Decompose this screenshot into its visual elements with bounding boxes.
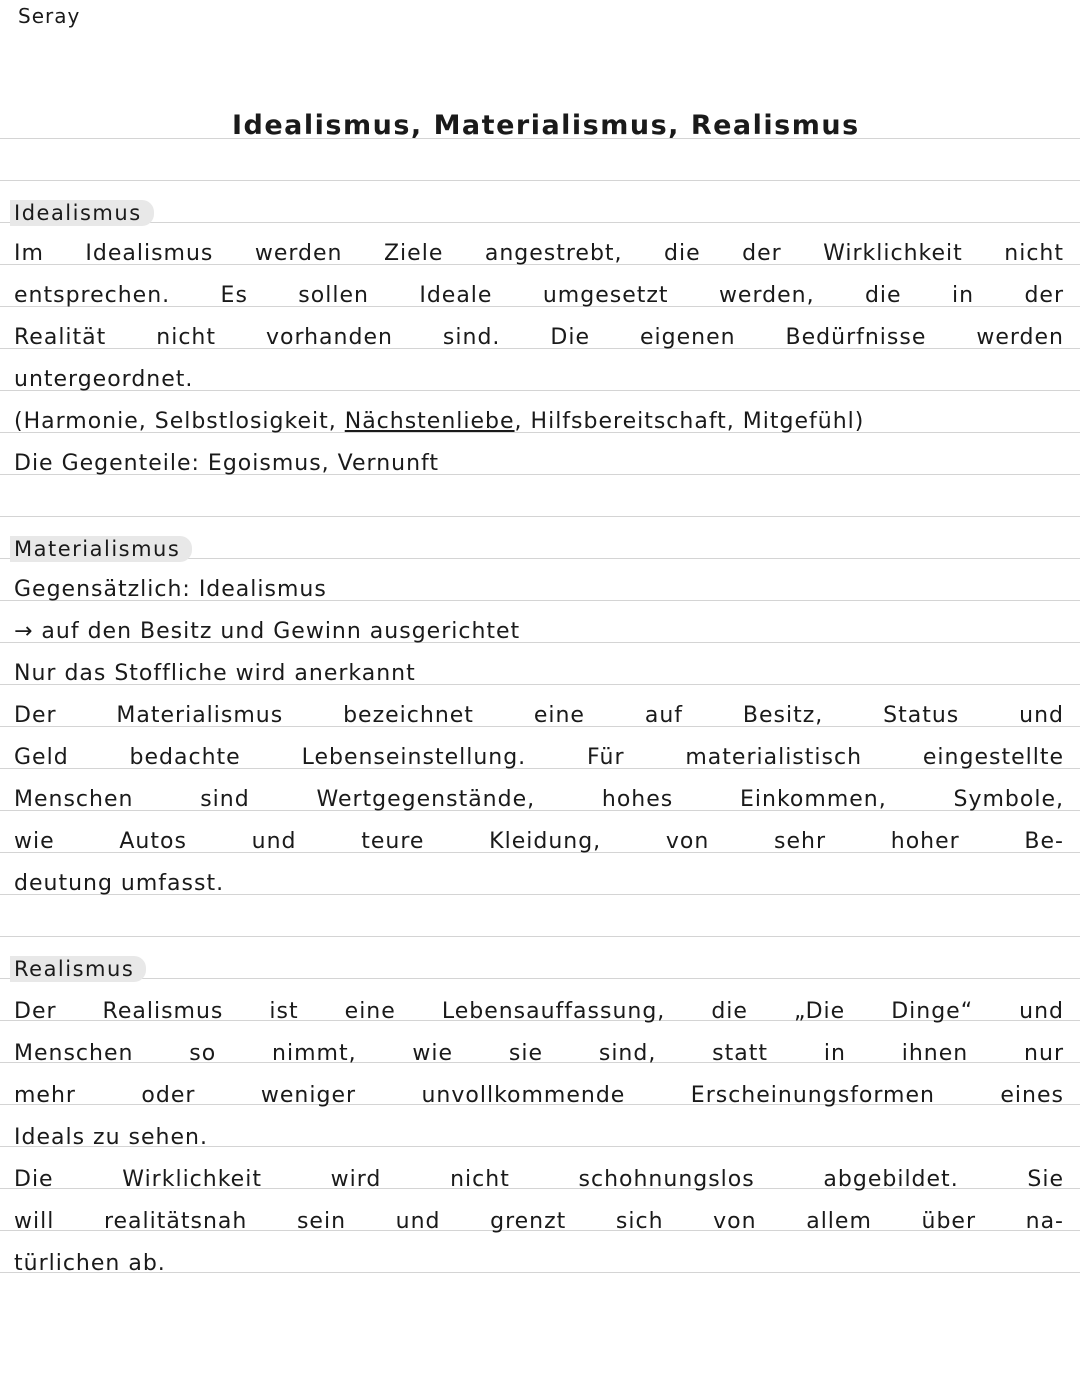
- section-heading-idealismus: Idealismus: [10, 200, 154, 226]
- text-line: untergeordnet.: [14, 367, 194, 392]
- section-heading-materialismus: Materialismus: [10, 536, 192, 562]
- ruled-line: [0, 978, 1080, 979]
- ruled-line: [0, 222, 1080, 223]
- text-line: will realitätsnah sein und grenzt sich von allem über na-: [14, 1209, 1064, 1234]
- author-name: Seray: [18, 4, 81, 28]
- text-line: Gegensätzlich: Idealismus: [14, 577, 327, 602]
- text-line: türlichen ab.: [14, 1251, 166, 1276]
- ruled-line: [0, 180, 1080, 181]
- text-line: → auf den Besitz und Gewinn ausgerichtet: [14, 619, 521, 644]
- text-line: Der Realismus ist eine Lebensauffassung, die „Die Dinge“ und: [14, 999, 1064, 1024]
- text-line: Im Idealismus werden Ziele angestrebt, die der Wirklichkeit nicht: [14, 241, 1064, 266]
- text-line: wie Autos und teure Kleidung, von sehr hoher Be-: [14, 829, 1064, 854]
- traits-close: , Hilfsbereitschaft, Mitgefühl): [514, 409, 865, 434]
- text-line: mehr oder weniger unvollkommende Erscheinungsformen eines: [14, 1083, 1064, 1108]
- ruled-line: [0, 516, 1080, 517]
- traits-open: (Harmonie, Selbstlosigkeit,: [14, 409, 337, 434]
- text-line: Der Materialismus bezeichnet eine auf Besitz, Status und: [14, 703, 1064, 728]
- text-line: Die Gegenteile: Egoismus, Vernunft: [14, 451, 440, 476]
- text-line: deutung umfasst.: [14, 871, 225, 896]
- text-line: Realität nicht vorhanden sind. Die eigenen Bedürfnisse werden: [14, 325, 1064, 350]
- ruled-line: [0, 936, 1080, 937]
- text-line: Geld bedachte Lebenseinstellung. Für materialistisch eingestellte: [14, 745, 1064, 770]
- text-line: entsprechen. Es sollen Ideale umgesetzt werden, die in der: [14, 283, 1064, 308]
- traits-underlined: Nächstenliebe: [344, 409, 515, 434]
- page-title: Idealismus, Materialismus, Realismus: [232, 110, 860, 141]
- text-line: Die Wirklichkeit wird nicht schohnungslos abgebildet. Sie: [14, 1167, 1064, 1192]
- text-line: Nur das Stoffliche wird anerkannt: [14, 661, 416, 686]
- traits-line: [14, 406, 864, 438]
- text-line: Menschen so nimmt, wie sie sind, statt in ihnen nur: [14, 1041, 1064, 1066]
- text-line: Menschen sind Wertgegenstände, hohes Einkommen, Symbole,: [14, 787, 1064, 812]
- text-line: Ideals zu sehen.: [14, 1125, 208, 1150]
- section-heading-realismus: Realismus: [10, 956, 146, 982]
